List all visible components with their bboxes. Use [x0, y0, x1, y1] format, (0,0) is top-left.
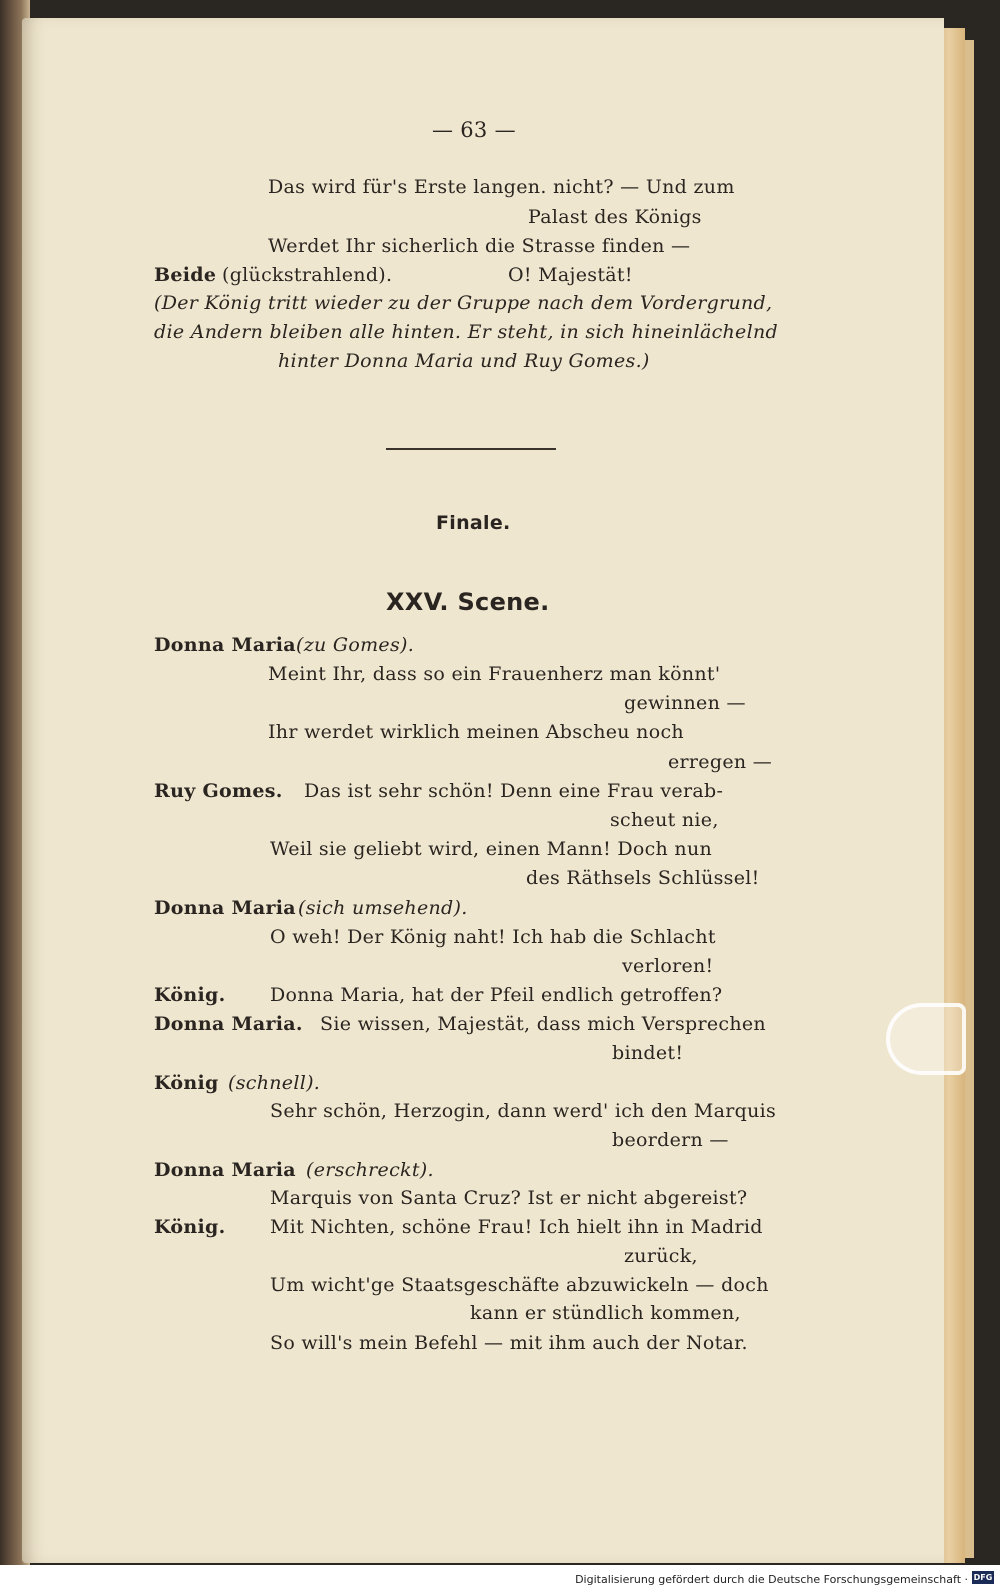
stage-direction: (erschreckt).	[306, 1159, 434, 1181]
text-line: verloren!	[622, 955, 714, 977]
text-line: gewinnen —	[624, 692, 746, 714]
stage-direction: (schnell).	[228, 1072, 321, 1094]
speaker-name: Donna Maria	[154, 897, 296, 919]
speaker-name: Beide	[154, 264, 217, 286]
text-line: beordern —	[612, 1129, 729, 1151]
page-number: — 63 —	[432, 118, 516, 142]
text-line: Das ist sehr schön! Denn eine Frau verab-	[304, 780, 724, 802]
scene-title: XXV. Scene.	[386, 588, 550, 616]
section-divider	[386, 448, 556, 450]
stage-direction: (glückstrahlend).	[222, 264, 393, 286]
text-line: Um wicht'ge Staatsgeschäfte abzuwickeln — doch	[270, 1274, 769, 1296]
speaker-name: Donna Maria	[154, 1159, 296, 1181]
text-line: Sehr schön, Herzogin, dann werd' ich den Marquis	[270, 1100, 777, 1122]
stage-direction: die Andern bleiben alle hinten. Er steht, in sich hineinlächelnd	[154, 321, 778, 343]
speaker-name: Donna Maria	[154, 634, 296, 656]
text-line: Sie wissen, Majestät, dass mich Versprechen	[320, 1013, 766, 1035]
page-clip	[886, 1003, 966, 1075]
speaker-name: Donna Maria.	[154, 1013, 303, 1035]
text-line: Werdet Ihr sicherlich die Strasse finden —	[268, 235, 691, 257]
text-line: Ihr werdet wirklich meinen Abscheu noch	[268, 721, 684, 743]
speaker-name: König	[154, 1072, 219, 1094]
text-line: Das wird für's Erste langen. nicht? — Und zum	[268, 176, 735, 198]
text-line: O! Majestät!	[508, 264, 633, 286]
text-line: erregen —	[668, 751, 773, 773]
text-line: bindet!	[612, 1042, 684, 1064]
stage-direction: (Der König tritt wieder zu der Gruppe nach dem Vordergrund,	[154, 292, 773, 314]
stage-direction: hinter Donna Maria und Ruy Gomes.)	[278, 350, 650, 372]
speaker-name: Ruy Gomes.	[154, 780, 283, 802]
text-line: Palast des Königs	[528, 206, 702, 228]
text-line: kann er stündlich kommen,	[470, 1302, 741, 1324]
stage-direction: (sich umsehend).	[298, 897, 468, 919]
text-line: Donna Maria, hat der Pfeil endlich getroffen?	[270, 984, 723, 1006]
text-line: Weil sie geliebt wird, einen Mann! Doch nun	[270, 838, 713, 860]
section-title: Finale.	[436, 512, 511, 534]
speaker-name: König.	[154, 1216, 226, 1238]
text-line: So will's mein Befehl — mit ihm auch der Notar.	[270, 1332, 748, 1354]
text-line: O weh! Der König naht! Ich hab die Schlacht	[270, 926, 716, 948]
dfg-logo: DFG	[973, 1573, 993, 1582]
text-line: zurück,	[624, 1245, 698, 1267]
text-line: scheut nie,	[610, 809, 719, 831]
text-line: Meint Ihr, dass so ein Frauenherz man könnt'	[268, 663, 721, 685]
text-line: Marquis von Santa Cruz? Ist er nicht abgereist?	[270, 1187, 748, 1209]
text-line: Mit Nichten, schöne Frau! Ich hielt ihn in Madrid	[270, 1216, 763, 1238]
stage-direction: (zu Gomes).	[296, 634, 415, 656]
footer-credit: Digitalisierung gefördert durch die Deutsche Forschungsgemeinschaft ·	[575, 1573, 968, 1586]
speaker-name: König.	[154, 984, 226, 1006]
text-line: des Räthsels Schlüssel!	[526, 867, 760, 889]
